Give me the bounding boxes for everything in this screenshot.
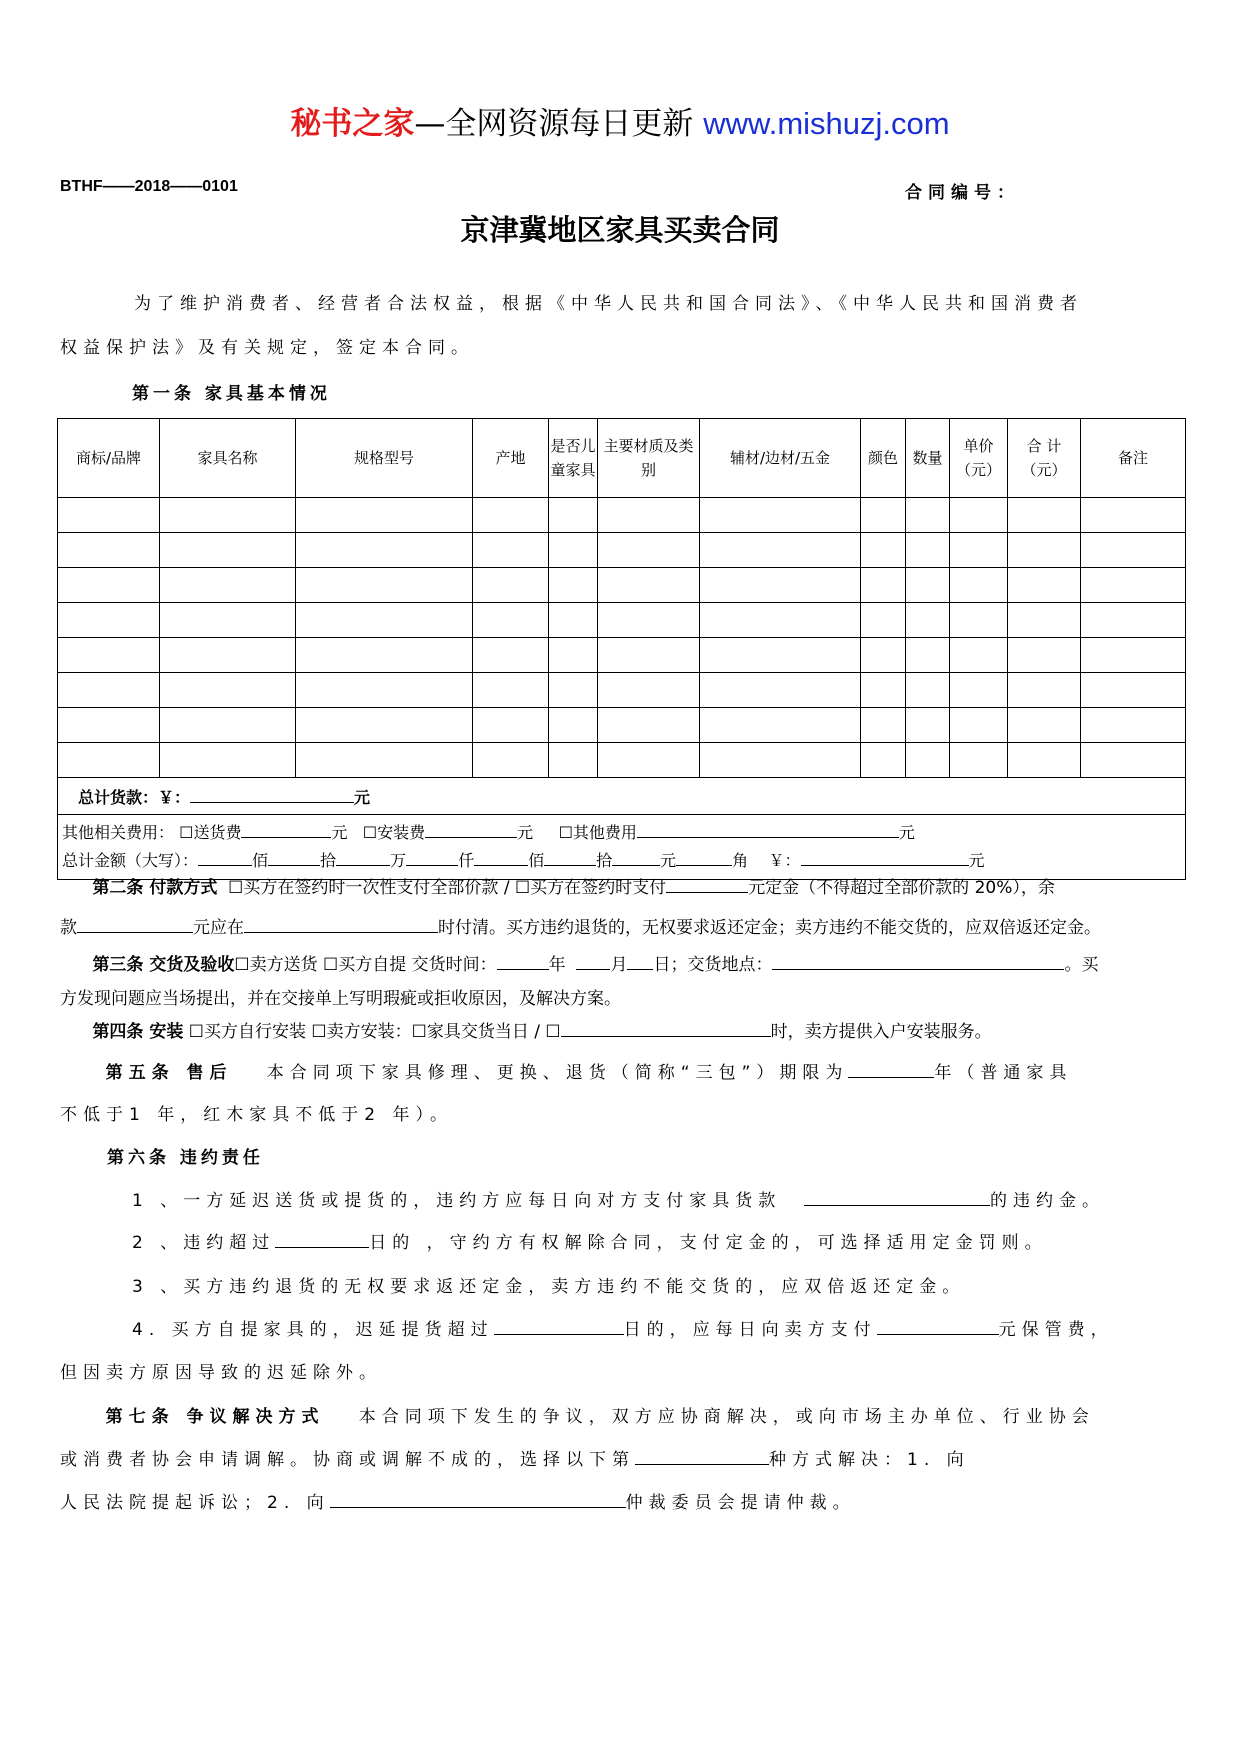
table-cell[interactable] <box>473 603 549 638</box>
balance-blank[interactable] <box>77 914 193 933</box>
col-header-name: 家具名称 <box>160 419 296 498</box>
article-7-text-2: 或消费者协会申请调解。协商或调解不成的，选择以下第 <box>60 1450 635 1470</box>
deposit-blank[interactable] <box>666 874 748 893</box>
table-cell[interactable] <box>950 673 1008 708</box>
table-cell[interactable] <box>906 638 950 673</box>
table-row <box>58 673 1186 708</box>
table-cell[interactable] <box>598 603 700 638</box>
warranty-tail: 年（普通家具 <box>934 1063 1073 1083</box>
table-cell[interactable] <box>58 498 160 533</box>
table-cell[interactable] <box>1008 498 1081 533</box>
other-fees-line <box>62 819 1185 847</box>
table-cell[interactable] <box>549 743 598 778</box>
table-cell[interactable] <box>950 743 1008 778</box>
article-7-line-2 <box>60 1445 1185 1475</box>
article-4-line <box>60 1017 1185 1047</box>
amount-digit-blank[interactable] <box>336 847 390 866</box>
dispute-option-blank[interactable] <box>635 1446 769 1465</box>
table-cell[interactable] <box>598 568 700 603</box>
amount-unit-label: 万 <box>390 851 407 870</box>
delivery-fee-checkbox[interactable]: ☐送货费 <box>179 823 242 842</box>
clause-4-mid: 日的，应每日向卖方支付 <box>623 1320 877 1340</box>
amount-digit-blank[interactable] <box>612 847 660 866</box>
table-cell[interactable] <box>160 743 296 778</box>
storage-fee-blank[interactable] <box>877 1316 999 1335</box>
article-6-heading: 第六条 违约责任 <box>107 1148 264 1168</box>
table-cell[interactable] <box>906 673 950 708</box>
article-7-text-5: 仲裁委员会提请仲裁。 <box>625 1493 856 1513</box>
table-cell[interactable] <box>906 708 950 743</box>
install-fee-blank[interactable] <box>425 819 517 838</box>
table-cell[interactable] <box>1081 533 1186 568</box>
yuan-label: 元 <box>898 823 915 842</box>
amount-digit-blank[interactable] <box>406 847 458 866</box>
article-3-line-2: 方发现问题应当场提出，并在交接单上写明瑕疵或拒收原因，及解决方案。 <box>60 989 621 1009</box>
table-cell[interactable] <box>700 498 861 533</box>
table-cell[interactable] <box>549 603 598 638</box>
yen-label: ￥： <box>768 851 801 870</box>
table-cell[interactable] <box>160 533 296 568</box>
table-cell[interactable] <box>296 498 473 533</box>
clause-2-tail: 日的 ，守约方有权解除合同，支付定金的，可选择适用定金罚则。 <box>369 1233 1048 1253</box>
delivery-month-blank[interactable] <box>576 951 610 970</box>
article-7-line-1 <box>60 1402 1185 1432</box>
total-unit: 元 <box>354 788 371 807</box>
table-cell[interactable] <box>950 603 1008 638</box>
article-3-line-1 <box>60 950 1185 980</box>
clause-4-text: 4. 买方自提家具的，迟延提货超过 <box>132 1320 494 1340</box>
table-row <box>58 498 1186 533</box>
table-cell[interactable] <box>598 533 700 568</box>
table-cell[interactable] <box>906 498 950 533</box>
table-cell[interactable] <box>473 708 549 743</box>
delivery-year-blank[interactable] <box>497 951 549 970</box>
table-cell[interactable] <box>549 533 598 568</box>
table-cell[interactable] <box>296 708 473 743</box>
table-cell[interactable] <box>700 673 861 708</box>
install-options[interactable]: ☐买方自行安装 ☐卖方安装：☐家具交货当日 / ☐ <box>188 1022 561 1042</box>
table-cell[interactable] <box>1081 708 1186 743</box>
table-cell[interactable] <box>473 673 549 708</box>
contract-number-label: 合同编号： <box>905 183 1020 203</box>
table-cell[interactable] <box>473 568 549 603</box>
yuan-label: 元 <box>517 823 534 842</box>
total-label: 总计货款：￥： <box>78 788 191 807</box>
table-cell[interactable] <box>906 568 950 603</box>
article-5-line-1 <box>60 1058 1185 1088</box>
table-cell[interactable] <box>1081 568 1186 603</box>
furniture-table <box>57 418 1186 880</box>
delivery-place-blank[interactable] <box>772 951 1064 970</box>
intro-line-1: 为了维护消费者、经营者合法权益，根据《中华人民共和国合同法》、《中华人民共和国消费者 <box>134 294 1083 314</box>
amount-digit-blank[interactable] <box>198 847 252 866</box>
table-cell[interactable] <box>549 498 598 533</box>
col-header-material: 主要材质及类别 <box>598 419 700 498</box>
table-cell[interactable] <box>1008 533 1081 568</box>
delivery-options[interactable]: ☐卖方送货 ☐买方自提 交货时间： <box>234 955 497 975</box>
other-fee-checkbox[interactable]: ☐其他费用 <box>558 823 637 842</box>
table-row <box>58 638 1186 673</box>
warranty-text: 本合同项下家具修理、更换、退货（简称“三包”）期限为 <box>266 1063 849 1083</box>
article-6-clause-4 <box>132 1315 1185 1345</box>
col-header-hardware: 辅材/边材/五金 <box>700 419 861 498</box>
table-cell[interactable] <box>1081 673 1186 708</box>
pickup-days-blank[interactable] <box>494 1316 624 1335</box>
col-header-children: 是否儿童家具 <box>549 419 598 498</box>
table-cell[interactable] <box>1008 708 1081 743</box>
table-cell[interactable] <box>473 533 549 568</box>
other-fee-blank[interactable] <box>637 819 899 838</box>
amount-unit-label: 拾 <box>596 851 613 870</box>
table-cell[interactable] <box>861 498 906 533</box>
table-cell[interactable] <box>160 638 296 673</box>
table-row <box>58 603 1186 638</box>
table-cell[interactable] <box>700 603 861 638</box>
table-cell[interactable] <box>861 743 906 778</box>
penalty-rate-blank[interactable] <box>804 1187 990 1206</box>
intro-line-2: 权益保护法》及有关规定，签定本合同。 <box>60 338 474 358</box>
table-cell[interactable] <box>1081 638 1186 673</box>
total-row <box>58 778 1186 815</box>
amount-unit-label: 佰 <box>528 851 545 870</box>
table-cell[interactable] <box>549 638 598 673</box>
site-banner <box>0 104 1240 144</box>
overdue-days-blank[interactable] <box>275 1229 369 1248</box>
table-cell[interactable] <box>1008 743 1081 778</box>
table-cell[interactable] <box>1008 638 1081 673</box>
month-label: 月 <box>610 955 628 975</box>
amount-unit-label: 佰 <box>252 851 269 870</box>
article-2-heading: 第二条 付款方式 <box>92 878 218 898</box>
balance-due-text: 元应在 <box>193 918 244 938</box>
table-cell[interactable] <box>950 498 1008 533</box>
table-cell[interactable] <box>1081 743 1186 778</box>
yuan-label: 元 <box>968 851 985 870</box>
table-row <box>58 708 1186 743</box>
table-cell[interactable] <box>906 533 950 568</box>
article-3-tail: 。买 <box>1064 955 1099 975</box>
table-cell[interactable] <box>861 708 906 743</box>
table-cell[interactable] <box>861 638 906 673</box>
col-header-remarks: 备注 <box>1081 419 1186 498</box>
payment-options[interactable]: ☐买方在签约时一次性支付全部价款 / ☐买方在签约时支付 <box>228 878 667 898</box>
article-7-heading: 第七条 争议解决方式 <box>105 1407 325 1427</box>
col-header-quantity: 数量 <box>906 419 950 498</box>
table-cell[interactable] <box>549 708 598 743</box>
table-cell[interactable] <box>296 533 473 568</box>
article-2-line-1 <box>60 873 1185 903</box>
banner-tagline: —全网资源每日更新 <box>414 106 694 142</box>
table-cell[interactable] <box>58 743 160 778</box>
table-cell[interactable] <box>58 638 160 673</box>
article-7-text-1: 本合同项下发生的争议，双方应协商解决，或向市场主办单位、行业协会 <box>358 1407 1095 1427</box>
article-5-line-2: 不低于1 年，红木家具不低于2 年）。 <box>60 1105 453 1125</box>
table-cell[interactable] <box>1008 673 1081 708</box>
pay-date-blank[interactable] <box>244 914 438 933</box>
table-cell[interactable] <box>473 743 549 778</box>
col-header-brand: 商标/品牌 <box>58 419 160 498</box>
table-cell[interactable] <box>906 603 950 638</box>
table-cell[interactable] <box>160 708 296 743</box>
pay-off-text: 时付清。买方违约退货的，无权要求返还定金；卖方违约不能交货的，应双倍返还定金。 <box>438 918 1101 938</box>
table-cell[interactable] <box>296 673 473 708</box>
table-cell[interactable] <box>700 708 861 743</box>
clause-1-tail: 的违约金。 <box>990 1191 1106 1211</box>
col-header-subtotal: 合 计（元） <box>1008 419 1081 498</box>
document-code: BTHF——2018——0101 <box>60 178 238 195</box>
table-row <box>58 568 1186 603</box>
table-cell[interactable] <box>1081 498 1186 533</box>
table-cell[interactable] <box>700 568 861 603</box>
amount-unit-label: 仟 <box>458 851 475 870</box>
table-cell[interactable] <box>598 638 700 673</box>
amount-digit-blank[interactable] <box>268 847 320 866</box>
amount-in-words-label: 总计金额（大写）： <box>62 851 199 870</box>
banner-url[interactable]: www.mishuzj.com <box>703 106 950 141</box>
banner-brand: 秘书之家 <box>290 106 415 142</box>
delivery-day-blank[interactable] <box>627 951 653 970</box>
deposit-text: 元定金（不得超过全部价款的 20%），余 <box>748 878 1055 898</box>
amount-digit-blank[interactable] <box>544 847 596 866</box>
article-6-clause-1 <box>132 1186 1185 1216</box>
year-label: 年 <box>548 955 566 975</box>
article-7-line-3 <box>60 1488 1185 1518</box>
table-cell[interactable] <box>1081 603 1186 638</box>
install-time-blank[interactable] <box>561 1018 771 1037</box>
table-cell[interactable] <box>861 568 906 603</box>
table-cell[interactable] <box>861 533 906 568</box>
table-cell[interactable] <box>950 568 1008 603</box>
table-cell[interactable] <box>473 498 549 533</box>
clause-2-text: 2 、违约超过 <box>132 1233 276 1253</box>
table-cell[interactable] <box>160 603 296 638</box>
table-cell[interactable] <box>473 638 549 673</box>
col-header-spec: 规格型号 <box>296 419 473 498</box>
table-cell[interactable] <box>700 638 861 673</box>
article-2-line-2 <box>60 913 1185 943</box>
warranty-years-blank[interactable] <box>848 1059 934 1078</box>
balance-label: 款 <box>60 918 77 938</box>
article-7-text-3: 种方式解决：1. 向 <box>769 1450 970 1470</box>
table-cell[interactable] <box>549 568 598 603</box>
table-header-row <box>58 419 1186 498</box>
table-cell[interactable] <box>296 743 473 778</box>
table-cell[interactable] <box>950 708 1008 743</box>
table-cell[interactable] <box>598 498 700 533</box>
table-cell[interactable] <box>598 743 700 778</box>
article-6-clause-2 <box>132 1228 1185 1258</box>
table-cell[interactable] <box>160 498 296 533</box>
table-cell[interactable] <box>700 533 861 568</box>
table-cell[interactable] <box>58 603 160 638</box>
fees-row <box>58 815 1186 880</box>
amount-digit-blank[interactable] <box>474 847 528 866</box>
contract-title: 京津冀地区家具买卖合同 <box>460 213 780 247</box>
clause-1-text: 1 、一方延迟送货或提货的，违约方应每日向对方支付家具货款 <box>132 1191 782 1211</box>
article-5-heading: 第五条 售后 <box>105 1063 233 1083</box>
article-1-heading: 第一条 家具基本情况 <box>132 384 331 404</box>
table-cell[interactable] <box>1008 603 1081 638</box>
table-cell[interactable] <box>700 743 861 778</box>
table-cell[interactable] <box>861 603 906 638</box>
table-cell[interactable] <box>58 533 160 568</box>
article-4-heading: 第四条 安装 <box>92 1022 184 1042</box>
table-cell[interactable] <box>950 533 1008 568</box>
arbitration-body-blank[interactable] <box>330 1489 626 1508</box>
article-6-clause-3: 3 、买方违约退货的无权要求返还定金，卖方违约不能交货的，应双倍返还定金。 <box>132 1277 966 1297</box>
table-cell[interactable] <box>549 673 598 708</box>
article-4-tail: 时，卖方提供入户安装服务。 <box>770 1022 992 1042</box>
clause-4-fee: 元保管费， <box>998 1320 1114 1340</box>
amount-number-blank[interactable] <box>801 847 969 866</box>
other-fees-label: 其他相关费用： <box>62 823 175 842</box>
col-header-origin: 产地 <box>473 419 549 498</box>
table-cell[interactable] <box>58 568 160 603</box>
table-cell[interactable] <box>296 603 473 638</box>
article-7-text-4: 人民法院提起诉讼；2. 向 <box>60 1493 330 1513</box>
table-cell[interactable] <box>598 708 700 743</box>
table-cell[interactable] <box>861 673 906 708</box>
amount-unit-label: 角 <box>732 851 749 870</box>
delivery-place-label: 日；交货地点： <box>653 955 773 975</box>
table-cell[interactable] <box>160 673 296 708</box>
install-fee-checkbox[interactable]: ☐安装费 <box>362 823 426 842</box>
table-cell[interactable] <box>598 673 700 708</box>
article-3-heading: 第三条 交货及验收 <box>92 955 235 975</box>
delivery-fee-blank[interactable] <box>241 819 331 838</box>
table-row <box>58 533 1186 568</box>
amount-unit-label: 元 <box>660 851 677 870</box>
col-header-color: 颜色 <box>861 419 906 498</box>
table-cell[interactable] <box>906 743 950 778</box>
table-row <box>58 743 1186 778</box>
table-cell[interactable] <box>58 708 160 743</box>
article-6-clause-4-line-2: 但因卖方原因导致的迟延除外。 <box>60 1363 382 1383</box>
table-cell[interactable] <box>58 673 160 708</box>
amount-in-words-line <box>62 847 1185 875</box>
table-cell[interactable] <box>296 638 473 673</box>
amount-digit-blank[interactable] <box>676 847 732 866</box>
table-cell[interactable] <box>950 638 1008 673</box>
yuan-label: 元 <box>331 823 348 842</box>
table-cell[interactable] <box>296 568 473 603</box>
amount-unit-label: 拾 <box>320 851 337 870</box>
table-cell[interactable] <box>1008 568 1081 603</box>
total-amount-blank[interactable] <box>190 784 354 803</box>
table-cell[interactable] <box>160 568 296 603</box>
col-header-unit-price: 单价（元） <box>950 419 1008 498</box>
